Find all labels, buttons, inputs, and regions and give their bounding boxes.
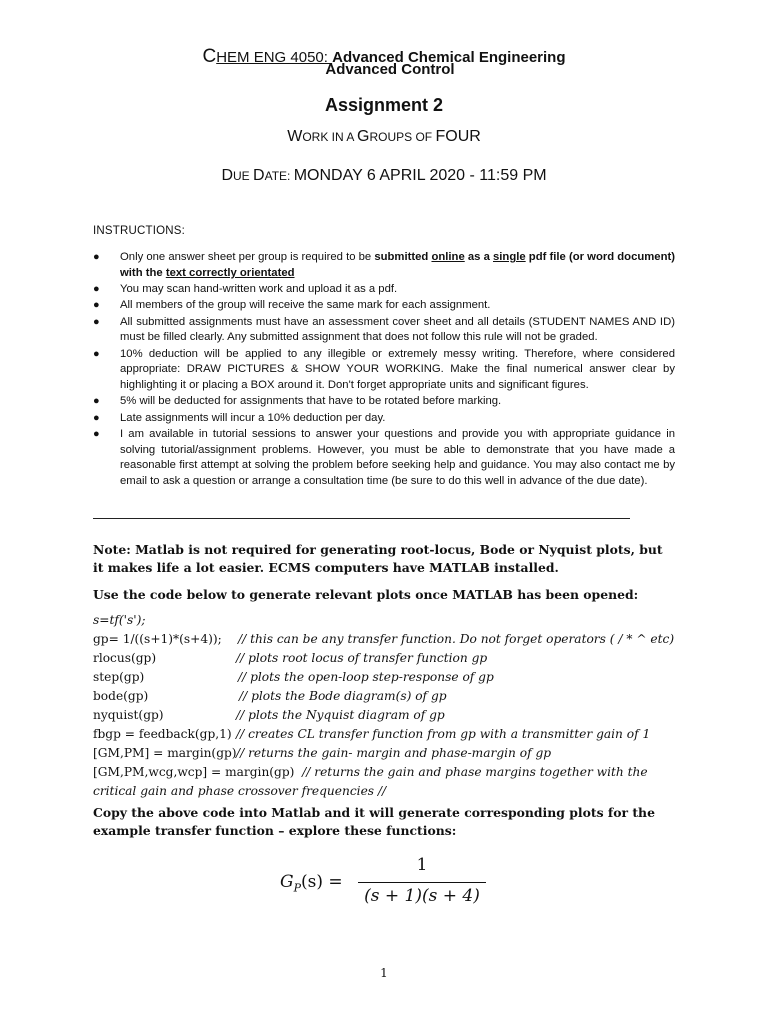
work-groups-line: WORK IN A GROUPS OF FOUR	[287, 128, 481, 145]
course-code: HEM ENG 4050:	[216, 49, 333, 66]
list-item: ● 10% deduction will be applied to any illegible or extremely messy writing. Therefore, where considered appropriate: DRAW PICTURES & SHOW YOUR WORKING. Make the final numerical answer clear by highlighting it or placing a BOX around it. Don't forget appropriate units and significant figures.	[93, 347, 675, 391]
list-item: ● You may scan hand-written work and upload it as a pdf.	[93, 282, 675, 298]
equation-lhs: $G_P(s)$ =	[280, 872, 343, 895]
course-title: Advanced Chemical Engineering	[332, 49, 566, 66]
list-item: ● 5% will be deducted for assignments that have to be rotated before marking.	[93, 394, 675, 410]
section-divider	[93, 518, 630, 519]
bullet-icon: ●	[93, 347, 100, 360]
equation-numerator: 1	[416, 855, 428, 875]
list-item: ● All members of the group will receive the same mark for each assignment.	[93, 298, 675, 314]
bullet-icon: ●	[93, 315, 100, 328]
code-line: step(gp) // plots the open-loop step-response of gp	[93, 670, 494, 684]
course-subtitle: Advanced Control	[325, 61, 455, 78]
due-date-value: MONDAY 6 APRIL 2020 - 11:59 PM	[293, 167, 547, 184]
code-line: [GM,PM] = margin(gp) // returns the gain- margin and phase-margin of gp	[93, 746, 552, 760]
copy-code-instruction: Copy the above code into Matlab and it will generate corresponding plots for the example transfer function – explore these functions:	[93, 805, 655, 838]
list-item: ● All submitted assignments must have an assessment cover sheet and all details (STUDENT NAMES AND ID) must be filled clearly. Any submitted assignment that does not follow this rule will not be graded.	[93, 315, 675, 344]
bullet-icon: ●	[93, 395, 100, 408]
fraction-bar	[358, 882, 486, 883]
transfer-function-equation	[280, 855, 490, 911]
matlab-code-block	[93, 611, 683, 801]
code-line: fbgp = feedback(gp,1) // creates CL transfer function from gp with a transmitter gain of 1	[93, 727, 651, 741]
code-line: gp= 1/((s+1)*(s+4)); // this can be any transfer function. Do not forget operators ( / * ^ etc)	[93, 632, 675, 646]
course-initial: C	[202, 46, 217, 67]
due-date-line: DUE DATE: MONDAY 6 APRIL 2020 - 11:59 PM	[221, 167, 547, 184]
equation-denominator: (s + 1)(s + 4)	[364, 886, 480, 906]
bullet-icon: ●	[93, 299, 100, 312]
list-item: ● Late assignments will incur a 10% deduction per day.	[93, 411, 675, 427]
instructions-list	[93, 250, 675, 490]
code-line: nyquist(gp) // plots the Nyquist diagram of gp	[93, 708, 445, 722]
use-code-instruction: Use the code below to generate relevant plots once MATLAB has been opened:	[93, 587, 639, 602]
bullet-icon: ●	[93, 411, 100, 424]
code-line: [GM,PM,wcg,wcp] = margin(gp) // returns the gain and phase margins together with the critical gain and phase crossover frequencies //	[93, 765, 648, 798]
code-line: s=tf('s');	[93, 613, 146, 627]
list-item: ● I am available in tutorial sessions to answer your questions and provide you with appropriate guidance in solving tutorial/assignment problems. However, you must be able to demonstrate that you have made a reasonable first attempt at solving the problem before seeking help and guidance. You may also contact me by email to ask a question or arrange a consultation time (be sure to do this well in advance of the due date).	[93, 428, 675, 487]
page-number: 1	[380, 966, 388, 980]
list-item: ● Only one answer sheet per group is required to be submitted online as a single pdf file (or word document) with the text correctly orientated	[93, 251, 676, 279]
instructions-heading: INSTRUCTIONS:	[93, 225, 186, 237]
bullet-icon: ●	[93, 428, 100, 441]
assignment-title: Assignment 2	[324, 95, 444, 115]
code-line: bode(gp) // plots the Bode diagram(s) of gp	[93, 689, 447, 703]
code-line: rlocus(gp) // plots root locus of transfer function gp	[93, 651, 488, 665]
bullet-icon: ●	[93, 282, 100, 295]
bullet-icon: ●	[93, 251, 100, 263]
matlab-note: Note: Matlab is not required for generating root-locus, Bode or Nyquist plots, but it makes life a lot easier. ECMS computers have MATLAB installed.	[93, 542, 663, 575]
